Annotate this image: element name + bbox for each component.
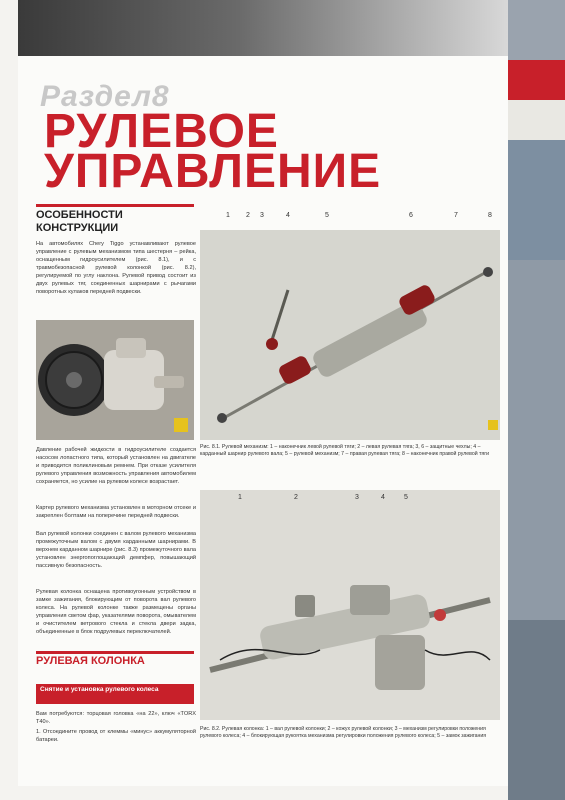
features-paragraph-4: Вал рулевой колонки соединен с валом рулевого механизма промежуточным валом с двумя карданными шарнирами. В верхнем карданном шарнире (рис. 8.3) промежуточного вала установлен энергопоглощающий демпфер, повышающий пассивную безопасность. — [36, 531, 196, 569]
column-heading-rule — [36, 651, 194, 654]
figure2-callout: 4 — [381, 494, 385, 501]
features-paragraph-2: Давление рабочей жидкости в гидроусилителе создается насосом лопастного типа, который установлен на двигателе и приводится поликлиновым ремнем. При отказе усилителя рулевого управления возможность управления автомобилем сохраняется, но усилие на рулевом колесе возрастает. — [36, 447, 196, 485]
features-paragraph-1: На автомобилях Chery Tiggo устанавливают рулевое управление с рулевым механизмом типа шестерня – рейка, оснащенным гидроусилителем (рис. 8.1), и с травмобезопасной рулевой колонкой (рис. 8.2), регулируемой по углу наклона. Рулевой привод состоит из двух рулевых тяг, соединенных шарнирами с рычагами поворотных кулаков передней подвески. — [36, 241, 196, 295]
figure2-callout: 3 — [355, 494, 359, 501]
column-heading: РУЛЕВАЯ КОЛОНКА — [36, 655, 145, 667]
figure-steering-column — [200, 490, 500, 720]
figure1-callout: 2 — [246, 212, 250, 219]
figure-steering-rack — [200, 230, 500, 440]
features-paragraph-5: Рулевая колонка оснащена противоугонным устройством в замке зажигания, блокирующим от поворота вал рулевого колеса. На рулевой колонке также размещены органы управления светом фар, указателями поворота, омывателем и очистителем ветрового стекла и стекла двери задка, объединенные в блок подрулевых переключателей. — [36, 589, 196, 635]
figure1-callout: 6 — [409, 212, 413, 219]
section-number: Раздел8 — [40, 80, 170, 113]
chapter-title-line2: УПРАВЛЕНИЕ — [44, 145, 382, 198]
figure1-callout: 8 — [488, 212, 492, 219]
heading-rule — [36, 204, 194, 207]
figure2-callout: 1 — [238, 494, 242, 501]
figure2-callout: 5 — [404, 494, 408, 501]
figure1-callout: 4 — [286, 212, 290, 219]
top-band — [18, 0, 508, 56]
column-paragraph-2: 1. Отсоедините провод от клеммы «минус» аккумуляторной батареи. — [36, 729, 196, 743]
figure1-caption: Рис. 8.1. Рулевой механизм: 1 – наконечник левой рулевой тяги; 2 – левая рулевая тяга; 3, 6 – защитные чехлы; 4 – карданный шарнир рулевого вала; 5 – рулевой механизм; 7 – правая рулевая тяга; 8 – наконечник правой рулевой тяги — [200, 444, 490, 457]
figure1-callout: 1 — [226, 212, 230, 219]
features-heading-line1: ОСОБЕННОСТИ — [36, 209, 123, 221]
removal-subheading-bar — [36, 684, 194, 704]
figure1-callout: 5 — [325, 212, 329, 219]
features-heading-line2: КОНСТРУКЦИИ — [36, 222, 119, 234]
figure1-callout: 3 — [260, 212, 264, 219]
column-paragraph-1: Вам потребуются: торцовая головка «на 22», ключ «TORX T40». — [36, 711, 196, 725]
chapter-title-line1: РУЛЕВОЕ — [44, 105, 279, 158]
adjacent-page — [508, 0, 565, 800]
figure1-callout: 7 — [454, 212, 458, 219]
features-paragraph-3: Картер рулевого механизма установлен в моторном отсеке и закреплен болтами на поперечине передней подвески. — [36, 505, 196, 519]
figure2-caption: Рис. 8.2. Рулевая колонка: 1 – вал рулевой колонки; 2 – кожух рулевой колонки; 3 – механизм регулировки положения рулевого колеса; 4 – блокирующая рукоятка механизма регулировки положения рулевого колеса; 5 – замок зажигания — [200, 726, 487, 739]
figure2-callout: 2 — [294, 494, 298, 501]
removal-subheading: Снятие и установка рулевого колеса — [40, 686, 159, 693]
pump-photo — [36, 320, 194, 440]
